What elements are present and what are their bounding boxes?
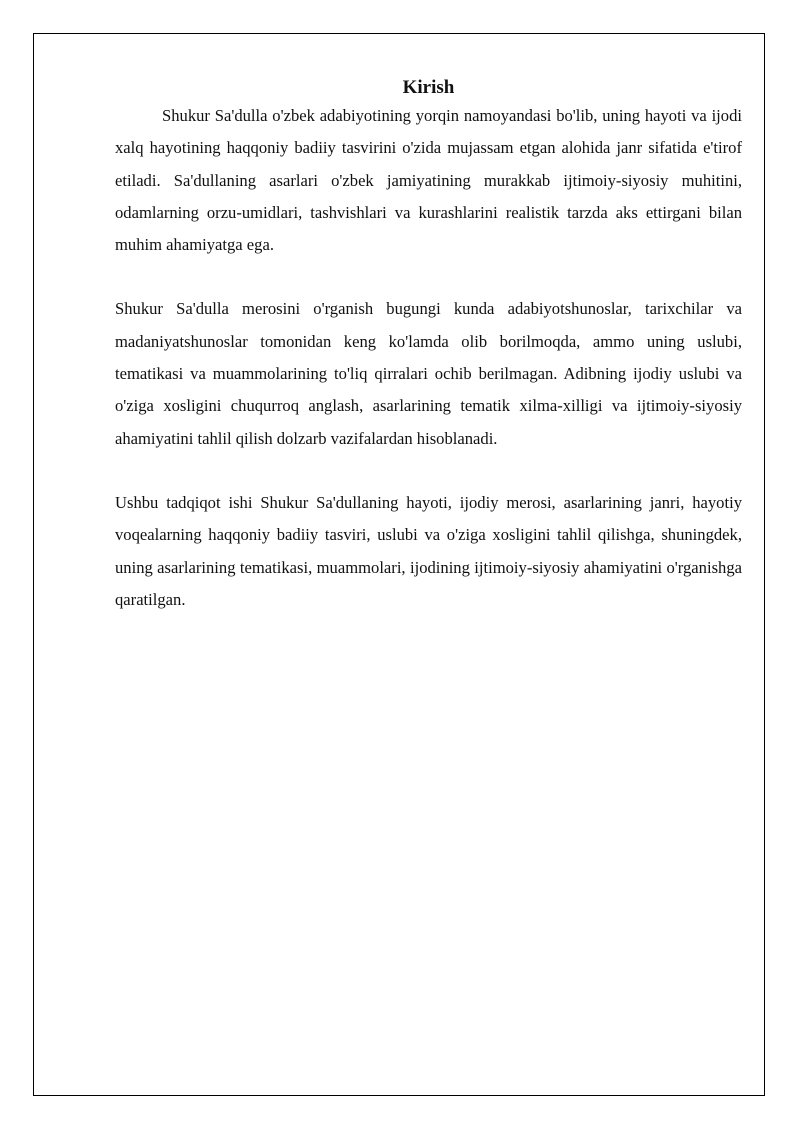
document-body <box>115 76 742 616</box>
paragraph-2: Shukur Sa'dulla merosini o'rganish bugungi kunda adabiyotshunoslar, tarixchilar va madaniyatshunoslar tomonidan keng ko'lamda olib borilmoqda, ammo uning uslubi, tematikasi va muammolarining to'liq qirralari ochib berilmagan. Adibning ijodiy uslubi va o'ziga xosligini chuqurroq anglash, asarlarining tematik xilma-xilligi va ijtimoiy-siyosiy ahamiyatini tahlil qilish dolzarb vazifalardan hisoblanadi. <box>115 299 742 448</box>
paragraph-1: Shukur Sa'dulla o'zbek adabiyotining yorqin namoyandasi bo'lib, uning hayoti va ijodi xalq hayotining haqqoniy badiiy tasvirini o'zida mujassam etgan alohida janr sifatida e'tirof etiladi. Sa'dullaning asarlari o'zbek jamiyatining murakkab ijtimoiy-siyosiy muhitini, odamlarning orzu-umidlari, tashvishlari va kurashlarini realistik tarzda aks ettirgani bilan muhim ahamiyatga ega. <box>115 106 742 255</box>
paragraph-spacer <box>115 455 742 487</box>
paragraph-spacer <box>115 261 742 293</box>
document-title: Kirish <box>402 77 455 98</box>
paragraph-3: Ushbu tadqiqot ishi Shukur Sa'dullaning hayoti, ijodiy merosi, asarlarining janri, hayotiy voqealarning haqqoniy badiiy tasviri, uslubi va o'ziga xosligini tahlil qilishga, shuningdek, uning asarlarining tematikasi, muammolari, ijodining ijtimoiy-siyosiy ahamiyatini o'rganishga qaratilgan. <box>115 492 742 609</box>
